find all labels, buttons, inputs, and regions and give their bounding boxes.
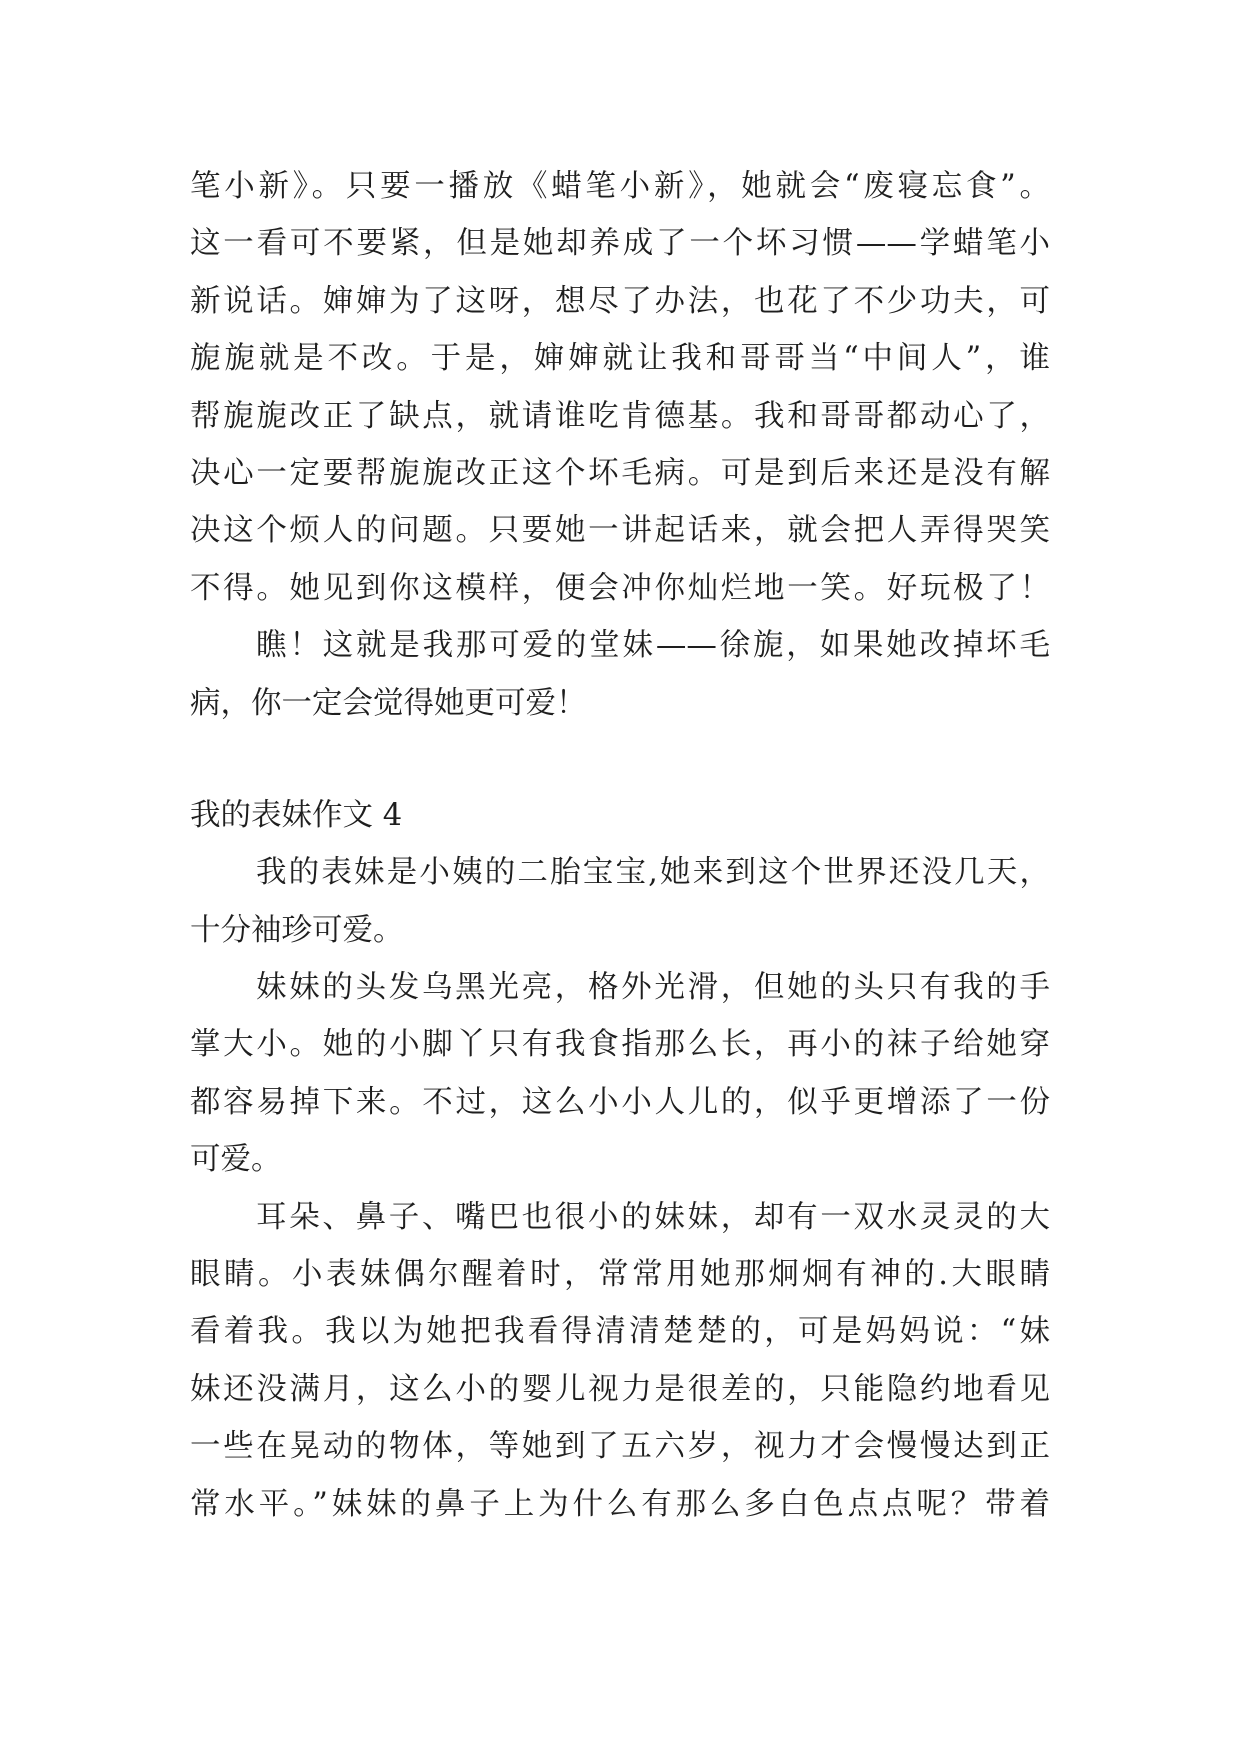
document-body bbox=[190, 158, 1050, 1533]
text-line: 决心一定要帮旎旎改正这个坏毛病。可是到后来还是没有解 bbox=[190, 455, 1050, 491]
text-line: 可爱。 bbox=[190, 1142, 282, 1178]
text-line: 笔小新》。只要一播放《蜡笔小新》，她就会“废寝忘食”。 bbox=[190, 169, 1050, 204]
text-line: 旎旎就是不改。于是，婶婶就让我和哥哥当“中间人”，谁 bbox=[190, 341, 1050, 377]
text-line: 帮旎旎改正了缺点，就请谁吃肯德基。我和哥哥都动心了， bbox=[190, 398, 1050, 434]
text-line: 掌大小。她的小脚丫只有我食指那么长，再小的袜子给她穿 bbox=[190, 1027, 1050, 1063]
text-line: 看着我。我以为她把我看得清清楚楚的，可是妈妈说：“妹 bbox=[190, 1314, 1050, 1350]
text-line: 常水平。”妹妹的鼻子上为什么有那么多白色点点呢？带着 bbox=[190, 1486, 1050, 1522]
text-line: 眼睛。小表妹偶尔醒着时，常常用她那炯炯有神的.大眼睛 bbox=[190, 1257, 1050, 1293]
text-line: 妹妹的头发乌黑光亮，格外光滑，但她的头只有我的手 bbox=[256, 970, 1050, 1006]
text-line: 不得。她见到你这模样，便会冲你灿烂地一笑。好玩极了！ bbox=[190, 570, 1050, 606]
essay-title: 我的表妹作文 4 bbox=[190, 797, 403, 833]
text-line: 我的表妹是小姨的二胎宝宝,她来到这个世界还没几天， bbox=[256, 855, 1050, 891]
text-line: 这一看可不要紧，但是她却养成了一个坏习惯——学蜡笔小 bbox=[190, 226, 1050, 262]
paragraph-gap bbox=[190, 732, 1050, 787]
text-line: 病，你一定会觉得她更可爱！ bbox=[190, 685, 587, 721]
text-line: 决这个烦人的问题。只要她一讲起话来，就会把人弄得哭笑 bbox=[190, 513, 1050, 549]
text-line: 十分袖珍可爱。 bbox=[190, 912, 404, 948]
text-line: 瞧！这就是我那可爱的堂妹——徐旎，如果她改掉坏毛 bbox=[256, 628, 1050, 664]
text-line: 妹还没满月，这么小的婴儿视力是很差的，只能隐约地看见 bbox=[190, 1371, 1050, 1407]
text-line: 新说话。婶婶为了这呀，想尽了办法，也花了不少功夫，可 bbox=[190, 283, 1050, 319]
text-line: 耳朵、鼻子、嘴巴也很小的妹妹，却有一双水灵灵的大 bbox=[256, 1199, 1050, 1235]
text-line: 一些在晃动的物体，等她到了五六岁，视力才会慢慢达到正 bbox=[190, 1429, 1050, 1465]
text-line: 都容易掉下来。不过，这么小小人儿的，似乎更增添了一份 bbox=[190, 1084, 1050, 1120]
